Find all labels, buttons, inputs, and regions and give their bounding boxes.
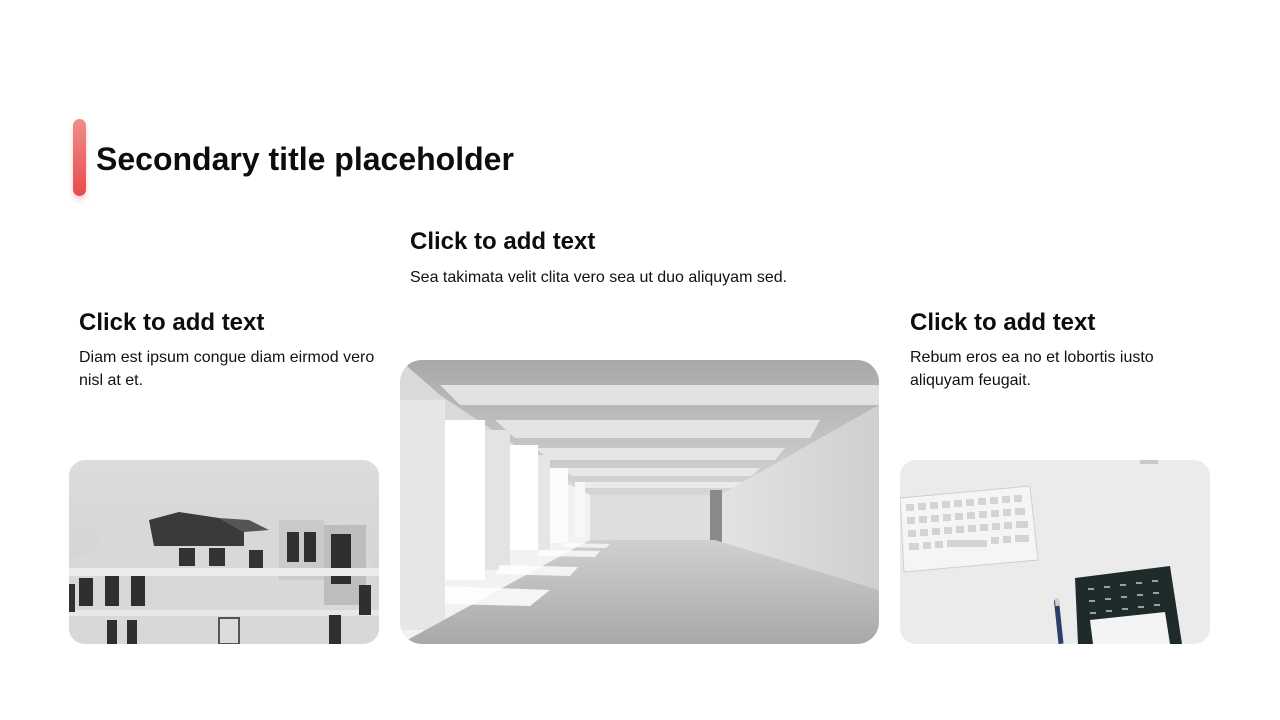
building-photo-icon (69, 460, 379, 644)
right-block-body[interactable]: Rebum eros ea no et lobortis iusto aliquyam feugait. (910, 349, 1154, 389)
title-accent-bar (73, 119, 86, 196)
left-block-heading[interactable]: Click to add text (79, 309, 265, 336)
left-block-body[interactable]: Diam est ipsum congue diam eirmod vero nisl at et. (79, 349, 375, 389)
right-block-heading[interactable]: Click to add text (910, 309, 1096, 336)
desk-keyboard-photo-icon (900, 460, 1210, 644)
page-title[interactable]: Secondary title placeholder (96, 141, 514, 177)
corridor-photo-icon (400, 360, 879, 644)
middle-block-body[interactable]: Sea takimata velit clita vero sea ut duo aliquyam sed. (410, 269, 788, 286)
middle-block-heading[interactable]: Click to add text (410, 228, 596, 255)
